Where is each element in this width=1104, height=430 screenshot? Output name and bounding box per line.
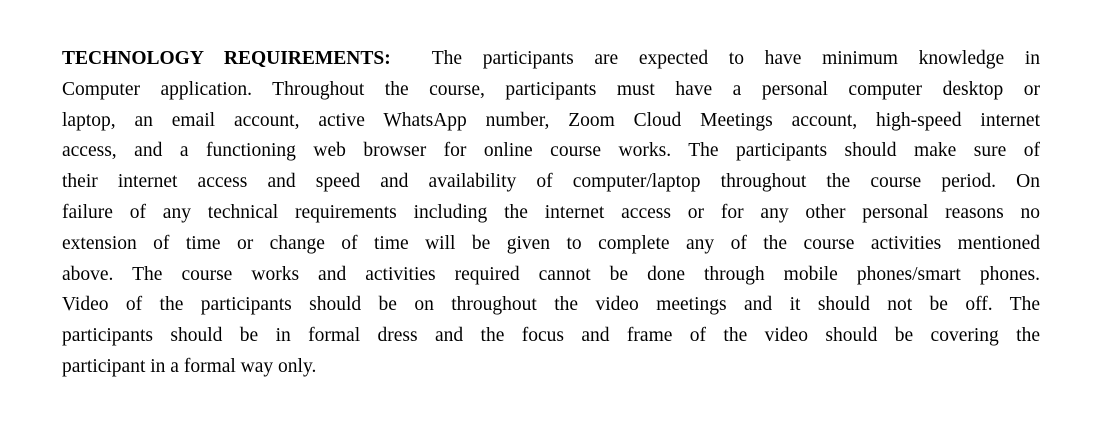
paragraph-line: extension of time or change of time will be given to complete any of the course activities mentioned <box>62 232 1040 254</box>
paragraph-line: above. The course works and activities required cannot be done through mobile phones/smart phones. <box>62 263 1040 285</box>
paragraph-line: their internet access and speed and availability of computer/laptop throughout the course period. On <box>62 171 1040 193</box>
paragraph-line: failure of any technical requirements including the internet access or for any other personal reasons no <box>62 201 1040 223</box>
section-heading: TECHNOLOGY REQUIREMENTS: <box>62 48 391 69</box>
paragraph-line: access, and a functioning web browser for online course works. The participants should make sure of <box>62 140 1040 162</box>
paragraph-line: participant in a formal way only. <box>62 355 317 377</box>
paragraph-line: participants should be in formal dress and the focus and frame of the video should be covering the <box>62 325 1040 347</box>
paragraph-line: Video of the participants should be on throughout the video meetings and it should not be off. The <box>62 294 1040 316</box>
paragraph-line <box>62 44 1040 75</box>
paragraph-line: Computer application. Throughout the course, participants must have a personal computer desktop or <box>62 78 1040 100</box>
technology-requirements-paragraph <box>62 44 1040 383</box>
paragraph-line: laptop, an email account, active WhatsApp number, Zoom Cloud Meetings account, high-speed internet <box>62 109 1040 131</box>
line-text: The participants are expected to have minimum knowledge in <box>431 48 1040 69</box>
